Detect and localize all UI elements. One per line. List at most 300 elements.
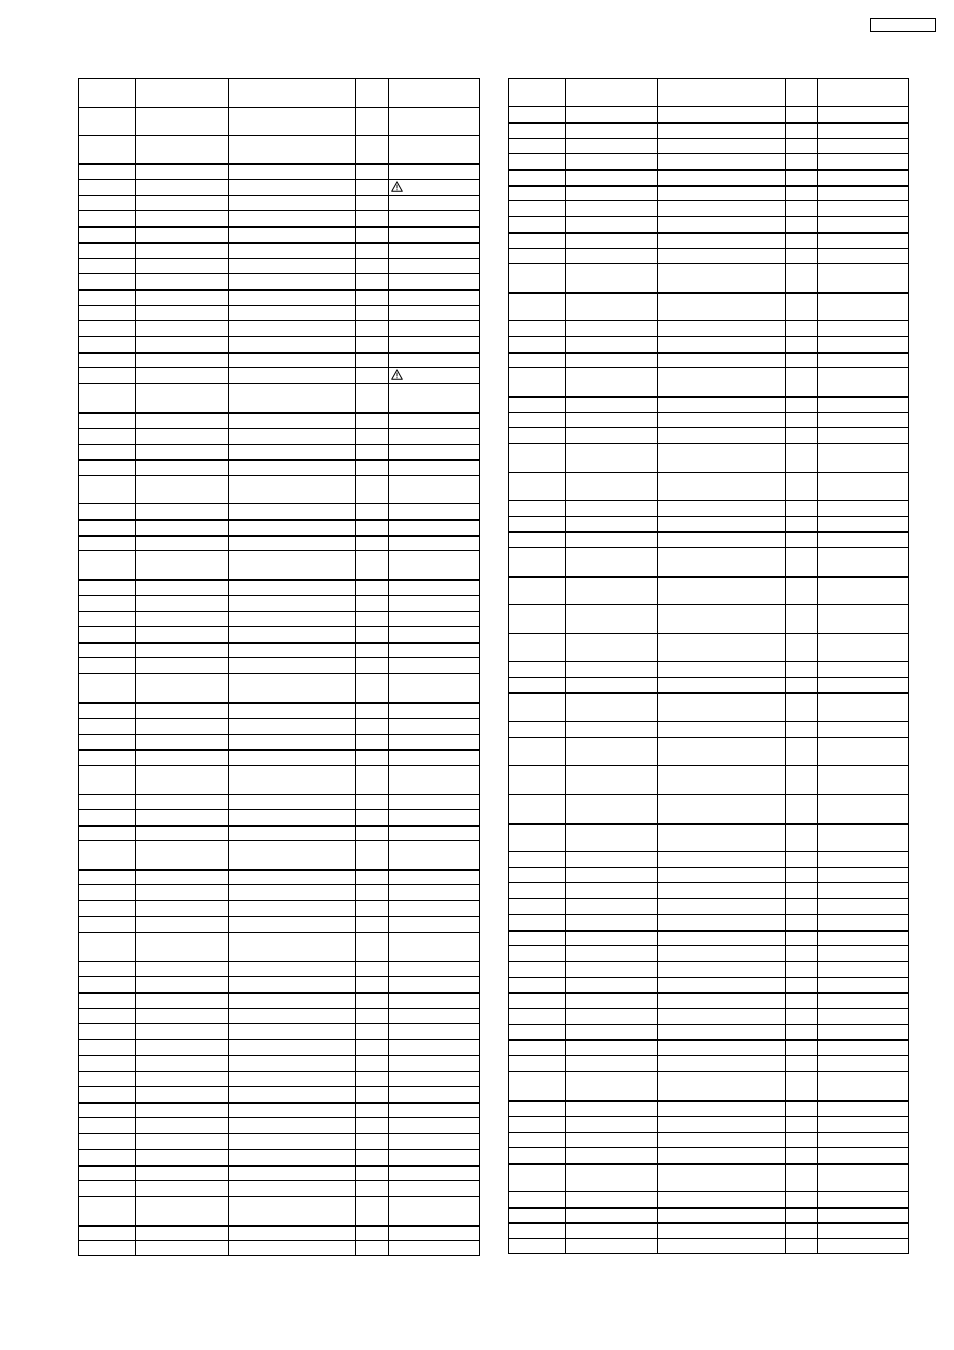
table-cell bbox=[135, 644, 228, 657]
table-cell bbox=[817, 337, 909, 352]
table-cell bbox=[508, 1209, 565, 1222]
table-cell bbox=[135, 735, 228, 749]
table-row bbox=[508, 930, 909, 945]
table-row bbox=[508, 153, 909, 169]
table-cell bbox=[388, 901, 480, 916]
table-cell bbox=[388, 1072, 480, 1086]
table-cell bbox=[657, 795, 785, 823]
column-header bbox=[565, 78, 657, 106]
table-cell bbox=[817, 1209, 909, 1222]
table-cell bbox=[388, 537, 480, 550]
table-cell bbox=[565, 868, 657, 882]
table-cell bbox=[388, 581, 480, 595]
table-row bbox=[78, 642, 480, 657]
table-cell bbox=[135, 885, 228, 900]
table-cell bbox=[135, 1197, 228, 1225]
table-header-row bbox=[78, 78, 480, 107]
table-cell bbox=[785, 444, 817, 472]
table-cell bbox=[785, 915, 817, 930]
table-cell bbox=[785, 962, 817, 977]
table-cell bbox=[657, 1025, 785, 1039]
table-cell bbox=[508, 124, 565, 138]
table-row bbox=[78, 163, 480, 179]
table-cell bbox=[657, 1192, 785, 1207]
table-row bbox=[508, 692, 909, 721]
table-cell bbox=[355, 1040, 388, 1055]
table-cell bbox=[817, 678, 909, 692]
table-cell bbox=[135, 704, 228, 718]
table-row bbox=[508, 232, 909, 248]
table-cell bbox=[78, 766, 135, 794]
table-cell bbox=[565, 368, 657, 396]
table-cell bbox=[817, 249, 909, 263]
table-row bbox=[508, 823, 909, 851]
table-cell bbox=[355, 306, 388, 320]
table-cell bbox=[508, 107, 565, 122]
table-cell bbox=[508, 899, 565, 914]
table-cell bbox=[785, 413, 817, 427]
column-header bbox=[388, 78, 480, 107]
table-cell bbox=[817, 634, 909, 661]
column-header bbox=[785, 78, 817, 106]
table-cell bbox=[388, 1241, 480, 1256]
table-cell bbox=[388, 321, 480, 336]
table-cell bbox=[135, 244, 228, 258]
table-cell bbox=[228, 1056, 355, 1071]
table-row bbox=[78, 289, 480, 305]
table-row bbox=[78, 459, 480, 475]
table-row bbox=[78, 657, 480, 673]
table-cell bbox=[355, 962, 388, 976]
table-cell bbox=[388, 337, 480, 352]
table-cell bbox=[355, 291, 388, 305]
table-cell bbox=[785, 548, 817, 576]
table-cell bbox=[355, 476, 388, 503]
table-cell bbox=[785, 171, 817, 185]
table-row bbox=[508, 1207, 909, 1222]
table-cell bbox=[817, 217, 909, 232]
table-cell bbox=[508, 398, 565, 412]
table-cell bbox=[135, 306, 228, 320]
table-row bbox=[78, 1008, 480, 1023]
table-cell bbox=[508, 473, 565, 500]
table-cell bbox=[508, 139, 565, 153]
table-cell bbox=[388, 259, 480, 273]
parts-table-right bbox=[508, 78, 909, 1254]
table-cell bbox=[78, 1040, 135, 1055]
table-cell bbox=[657, 139, 785, 153]
table-cell bbox=[565, 124, 657, 138]
table-cell bbox=[508, 1133, 565, 1147]
table-cell bbox=[78, 165, 135, 179]
table-cell bbox=[228, 841, 355, 869]
table-cell bbox=[355, 384, 388, 412]
table-row bbox=[78, 579, 480, 595]
table-cell bbox=[785, 978, 817, 992]
table-cell bbox=[228, 368, 355, 383]
table-cell bbox=[565, 217, 657, 232]
table-cell bbox=[817, 124, 909, 138]
table-cell bbox=[355, 1056, 388, 1071]
table-cell bbox=[388, 476, 480, 503]
table-cell bbox=[78, 581, 135, 595]
table-cell bbox=[78, 196, 135, 210]
table-row bbox=[508, 677, 909, 692]
table-row bbox=[78, 1225, 480, 1240]
table-cell bbox=[78, 211, 135, 226]
table-cell bbox=[785, 883, 817, 898]
table-cell bbox=[565, 1224, 657, 1238]
table-cell bbox=[388, 228, 480, 242]
table-cell bbox=[508, 234, 565, 248]
table-row bbox=[78, 1180, 480, 1196]
table-cell bbox=[565, 1009, 657, 1024]
table-cell bbox=[228, 1197, 355, 1225]
table-cell bbox=[785, 578, 817, 604]
table-row bbox=[78, 503, 480, 519]
table-row bbox=[508, 1147, 909, 1163]
table-cell bbox=[657, 852, 785, 867]
table-cell bbox=[228, 1072, 355, 1086]
table-cell bbox=[355, 165, 388, 179]
table-cell bbox=[355, 1072, 388, 1086]
table-row bbox=[508, 500, 909, 516]
table-cell bbox=[355, 735, 388, 749]
table-row bbox=[508, 427, 909, 443]
table-cell bbox=[508, 548, 565, 576]
warning-triangle-icon bbox=[391, 369, 403, 380]
table-cell bbox=[135, 766, 228, 794]
table-cell bbox=[78, 291, 135, 305]
table-cell bbox=[228, 1241, 355, 1256]
table-cell bbox=[817, 915, 909, 930]
table-cell bbox=[565, 1209, 657, 1222]
table-cell bbox=[388, 658, 480, 673]
table-cell bbox=[657, 201, 785, 216]
table-cell bbox=[508, 634, 565, 661]
table-cell bbox=[565, 1102, 657, 1116]
table-cell bbox=[565, 398, 657, 412]
table-row bbox=[78, 825, 480, 840]
table-cell bbox=[135, 977, 228, 992]
table-cell bbox=[817, 444, 909, 472]
table-cell bbox=[508, 1072, 565, 1100]
table-cell bbox=[135, 719, 228, 734]
table-cell bbox=[228, 581, 355, 595]
table-cell bbox=[388, 644, 480, 657]
table-row bbox=[508, 1039, 909, 1055]
table-row bbox=[508, 1163, 909, 1191]
table-cell bbox=[565, 1148, 657, 1163]
table-row bbox=[78, 107, 480, 135]
table-row bbox=[508, 352, 909, 367]
table-cell bbox=[228, 244, 355, 258]
table-cell bbox=[355, 1118, 388, 1133]
table-cell bbox=[657, 533, 785, 547]
table-row bbox=[508, 248, 909, 263]
table-cell bbox=[508, 501, 565, 516]
table-cell bbox=[388, 596, 480, 611]
table-cell bbox=[228, 551, 355, 579]
table-cell bbox=[228, 429, 355, 444]
table-cell bbox=[78, 644, 135, 657]
table-row bbox=[508, 765, 909, 794]
table-cell bbox=[657, 738, 785, 765]
table-cell bbox=[135, 674, 228, 702]
table-cell bbox=[817, 354, 909, 367]
table-cell bbox=[78, 994, 135, 1008]
table-cell bbox=[355, 1181, 388, 1196]
table-cell bbox=[355, 414, 388, 428]
table-cell bbox=[135, 1072, 228, 1086]
table-cell bbox=[785, 187, 817, 200]
table-cell bbox=[817, 501, 909, 516]
table-cell bbox=[228, 1181, 355, 1196]
column-header bbox=[508, 78, 565, 106]
table-row bbox=[78, 900, 480, 916]
table-row bbox=[508, 945, 909, 961]
table-cell bbox=[228, 704, 355, 718]
table-cell bbox=[565, 107, 657, 122]
table-cell bbox=[657, 825, 785, 851]
table-row bbox=[78, 1117, 480, 1133]
table-row bbox=[508, 867, 909, 882]
table-cell bbox=[508, 883, 565, 898]
table-cell bbox=[565, 428, 657, 443]
table-cell bbox=[657, 154, 785, 169]
table-cell bbox=[135, 841, 228, 869]
table-cell bbox=[78, 354, 135, 367]
table-cell bbox=[785, 473, 817, 500]
table-cell bbox=[565, 1165, 657, 1191]
table-cell bbox=[508, 978, 565, 992]
table-row bbox=[508, 106, 909, 122]
table-cell bbox=[355, 581, 388, 595]
table-cell bbox=[388, 1134, 480, 1149]
table-cell bbox=[135, 537, 228, 550]
table-cell bbox=[355, 596, 388, 611]
table-cell bbox=[228, 1040, 355, 1055]
table-cell bbox=[817, 883, 909, 898]
table-cell bbox=[78, 321, 135, 336]
table-cell bbox=[508, 1239, 565, 1254]
table-cell bbox=[135, 1009, 228, 1023]
table-cell bbox=[78, 244, 135, 258]
table-cell bbox=[785, 517, 817, 531]
table-row bbox=[78, 1039, 480, 1055]
table-row bbox=[508, 443, 909, 472]
table-row bbox=[78, 383, 480, 412]
table-header-row bbox=[508, 78, 909, 106]
table-cell bbox=[785, 1224, 817, 1238]
table-cell bbox=[78, 136, 135, 163]
table-cell bbox=[135, 504, 228, 519]
table-cell bbox=[388, 1009, 480, 1023]
table-row bbox=[508, 263, 909, 292]
table-row bbox=[508, 1116, 909, 1132]
table-cell bbox=[78, 627, 135, 642]
table-cell bbox=[228, 1134, 355, 1149]
table-cell bbox=[78, 1009, 135, 1023]
table-cell bbox=[388, 1087, 480, 1102]
table-cell bbox=[78, 795, 135, 809]
table-cell bbox=[657, 766, 785, 794]
table-cell bbox=[508, 264, 565, 292]
table-row bbox=[78, 734, 480, 749]
table-cell bbox=[657, 337, 785, 352]
table-cell bbox=[657, 517, 785, 531]
table-cell bbox=[785, 868, 817, 882]
table-row bbox=[508, 882, 909, 898]
table-cell bbox=[388, 291, 480, 305]
table-cell bbox=[228, 977, 355, 992]
table-cell bbox=[228, 795, 355, 809]
table-cell bbox=[355, 136, 388, 163]
table-cell bbox=[817, 946, 909, 961]
table-cell bbox=[388, 841, 480, 869]
table-cell bbox=[508, 994, 565, 1008]
table-cell bbox=[565, 234, 657, 248]
table-cell bbox=[817, 662, 909, 677]
table-cell bbox=[135, 445, 228, 459]
table-cell bbox=[657, 946, 785, 961]
table-cell bbox=[388, 180, 480, 195]
table-cell bbox=[785, 994, 817, 1008]
table-cell bbox=[355, 704, 388, 718]
table-cell bbox=[817, 605, 909, 633]
table-cell bbox=[657, 264, 785, 292]
table-cell bbox=[508, 154, 565, 169]
table-row bbox=[508, 1222, 909, 1238]
table-cell bbox=[78, 917, 135, 932]
table-cell bbox=[135, 1150, 228, 1165]
table-cell bbox=[508, 766, 565, 794]
table-cell bbox=[565, 978, 657, 992]
table-cell bbox=[388, 1227, 480, 1240]
table-cell bbox=[785, 201, 817, 216]
table-cell bbox=[388, 885, 480, 900]
table-row bbox=[508, 531, 909, 547]
table-row bbox=[508, 633, 909, 661]
table-cell bbox=[388, 933, 480, 961]
table-cell bbox=[817, 107, 909, 122]
table-cell bbox=[228, 627, 355, 642]
table-cell bbox=[355, 1150, 388, 1165]
table-cell bbox=[817, 825, 909, 851]
table-cell bbox=[135, 521, 228, 535]
table-cell bbox=[228, 1227, 355, 1240]
table-cell bbox=[388, 1197, 480, 1225]
table-cell bbox=[388, 1056, 480, 1071]
table-cell bbox=[228, 461, 355, 475]
table-cell bbox=[355, 871, 388, 884]
table-cell bbox=[565, 1133, 657, 1147]
table-cell bbox=[228, 751, 355, 765]
table-cell bbox=[388, 994, 480, 1008]
column-header bbox=[817, 78, 909, 106]
table-cell bbox=[565, 533, 657, 547]
table-cell bbox=[817, 201, 909, 216]
table-row bbox=[78, 226, 480, 242]
table-cell bbox=[228, 306, 355, 320]
table-cell bbox=[135, 1024, 228, 1039]
table-cell bbox=[657, 1133, 785, 1147]
table-row bbox=[78, 884, 480, 900]
table-cell bbox=[135, 810, 228, 825]
table-cell bbox=[78, 461, 135, 475]
table-cell bbox=[565, 1192, 657, 1207]
table-cell bbox=[355, 644, 388, 657]
table-cell bbox=[388, 1040, 480, 1055]
table-cell bbox=[355, 1241, 388, 1256]
table-cell bbox=[565, 883, 657, 898]
table-cell bbox=[565, 852, 657, 867]
table-cell bbox=[785, 217, 817, 232]
table-row bbox=[78, 320, 480, 336]
table-cell bbox=[135, 211, 228, 226]
table-row bbox=[78, 195, 480, 210]
table-cell bbox=[817, 368, 909, 396]
table-row bbox=[508, 320, 909, 336]
table-cell bbox=[355, 719, 388, 734]
table-cell bbox=[508, 962, 565, 977]
table-row bbox=[508, 200, 909, 216]
table-row bbox=[78, 992, 480, 1008]
table-row bbox=[78, 367, 480, 383]
column-header bbox=[228, 78, 355, 107]
table-cell bbox=[785, 249, 817, 263]
table-cell bbox=[228, 1104, 355, 1117]
table-cell bbox=[388, 751, 480, 765]
table-cell bbox=[388, 429, 480, 444]
table-cell bbox=[817, 1224, 909, 1238]
table-cell bbox=[508, 187, 565, 200]
table-cell bbox=[565, 139, 657, 153]
table-cell bbox=[565, 1025, 657, 1039]
table-cell bbox=[228, 384, 355, 412]
table-cell bbox=[135, 917, 228, 932]
table-cell bbox=[228, 1087, 355, 1102]
table-cell bbox=[817, 473, 909, 500]
table-row bbox=[78, 1055, 480, 1071]
table-cell bbox=[657, 883, 785, 898]
table-row bbox=[508, 1238, 909, 1254]
table-cell bbox=[817, 852, 909, 867]
table-cell bbox=[508, 428, 565, 443]
table-cell bbox=[388, 1024, 480, 1039]
table-cell bbox=[508, 1041, 565, 1055]
table-cell bbox=[785, 294, 817, 320]
table-cell bbox=[817, 722, 909, 737]
table-row bbox=[508, 737, 909, 765]
table-row bbox=[78, 273, 480, 289]
table-cell bbox=[508, 368, 565, 396]
table-cell bbox=[817, 1041, 909, 1055]
table-cell bbox=[355, 461, 388, 475]
table-cell bbox=[508, 678, 565, 692]
table-cell bbox=[78, 704, 135, 718]
table-cell bbox=[135, 337, 228, 352]
table-cell bbox=[355, 228, 388, 242]
table-row bbox=[78, 1240, 480, 1256]
table-cell bbox=[785, 852, 817, 867]
table-cell bbox=[135, 871, 228, 884]
table-cell bbox=[388, 1181, 480, 1196]
table-cell bbox=[508, 533, 565, 547]
table-cell bbox=[817, 548, 909, 576]
table-cell bbox=[785, 124, 817, 138]
table-cell bbox=[78, 1167, 135, 1180]
